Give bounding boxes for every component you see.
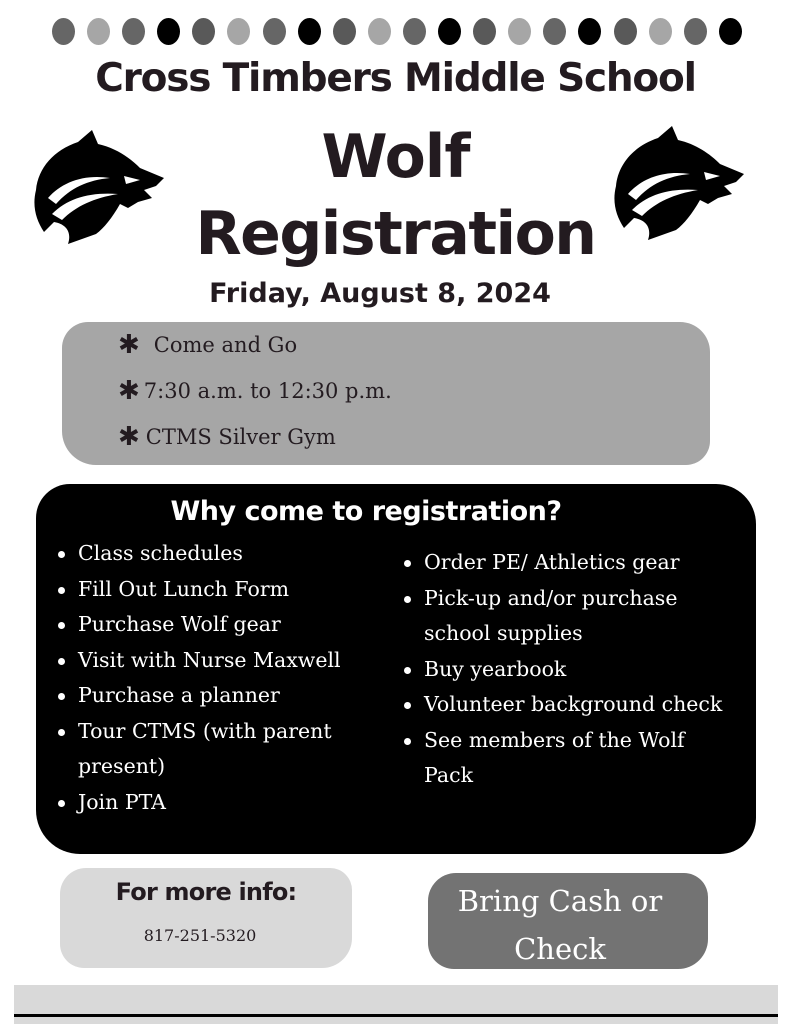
decor-dot	[263, 18, 286, 45]
asterisk-icon: ✱	[118, 376, 140, 406]
event-date: Friday, August 8, 2024	[209, 278, 551, 309]
decor-dot	[157, 18, 180, 45]
title-line-1: Wolf	[321, 122, 470, 192]
detail-text: Come and Go	[153, 333, 298, 357]
decor-dot	[473, 18, 496, 45]
payment-text: Bring Cash or Check	[457, 884, 663, 966]
detail-item	[118, 424, 336, 450]
contact-phone: 817-251-5320	[143, 926, 257, 945]
decor-dot	[578, 18, 601, 45]
detail-text: 7:30 a.m. to 12:30 p.m.	[143, 379, 392, 403]
reasons-list-left	[52, 536, 372, 820]
asterisk-icon: ✱	[118, 330, 140, 360]
decor-dot	[719, 18, 742, 45]
list-item: Class schedules	[52, 536, 372, 572]
decor-dot	[543, 18, 566, 45]
decor-dot	[649, 18, 672, 45]
list-item: Purchase a planner	[52, 678, 372, 714]
decor-dot	[52, 18, 75, 45]
reasons-list-right	[398, 545, 728, 794]
payment-box	[428, 873, 708, 969]
detail-text: CTMS Silver Gym	[145, 425, 336, 449]
event-details-box	[62, 322, 710, 465]
list-item: Tour CTMS (with parent present)	[52, 714, 372, 785]
reasons-box	[36, 484, 756, 854]
decor-dot	[298, 18, 321, 45]
decor-dot	[508, 18, 531, 45]
list-item: Pick-up and/or purchase school supplies	[398, 581, 728, 652]
list-item: Buy yearbook	[398, 652, 728, 688]
list-item: Visit with Nurse Maxwell	[52, 643, 372, 679]
decor-dot	[227, 18, 250, 45]
list-item: Order PE/ Athletics gear	[398, 545, 728, 581]
asterisk-icon: ✱	[118, 422, 140, 452]
dot-border	[52, 18, 742, 48]
decor-dot	[614, 18, 637, 45]
decor-dot	[87, 18, 110, 45]
decor-dot	[684, 18, 707, 45]
reasons-heading: Why come to registration?	[170, 496, 562, 527]
detail-item	[118, 378, 392, 404]
list-item: Purchase Wolf gear	[52, 607, 372, 643]
decor-dot	[403, 18, 426, 45]
detail-item	[118, 332, 297, 358]
list-item: Fill Out Lunch Form	[52, 572, 372, 608]
list-item: See members of the Wolf Pack	[398, 723, 728, 794]
footer-strip	[14, 985, 778, 1024]
decor-dot	[333, 18, 356, 45]
decor-dot	[438, 18, 461, 45]
decor-dot	[122, 18, 145, 45]
decor-dot	[192, 18, 215, 45]
school-name: Cross Timbers Middle School	[95, 56, 696, 101]
contact-title: For more info:	[115, 878, 297, 906]
decor-dot	[368, 18, 391, 45]
footer-divider	[14, 1014, 778, 1017]
title-line-2: Registration	[195, 199, 596, 269]
list-item: Volunteer background check	[398, 687, 728, 723]
contact-box	[60, 868, 352, 968]
list-item: Join PTA	[52, 785, 372, 821]
